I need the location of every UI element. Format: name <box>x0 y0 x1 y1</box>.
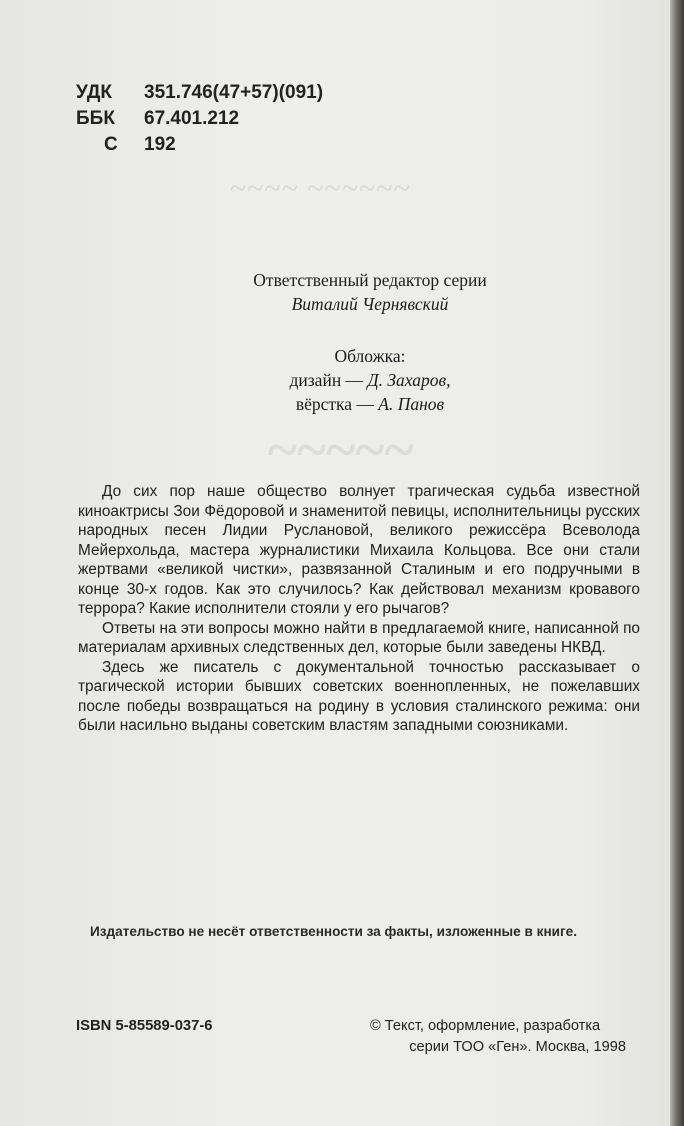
author-sign-key: С <box>104 134 118 155</box>
design-name: Д. Захаров, <box>367 370 451 390</box>
copyright-line-2: серии ТОО «Ген». Москва, 1998 <box>409 1039 626 1055</box>
layout-label: вёрстка — <box>295 394 379 414</box>
series-editor <box>110 268 630 316</box>
cover-heading: Обложка: <box>334 346 406 366</box>
page-edge-shadow <box>670 0 684 1126</box>
layout-name: А. Панов <box>378 394 445 414</box>
bleed-through-text: ~~~~ ~~~~~~ <box>230 172 411 205</box>
publisher-disclaimer: Издательство не несёт ответственности за факты, изложенные в книге. <box>90 924 578 939</box>
udk-key: УДК <box>76 82 112 103</box>
bbk-row <box>76 106 323 132</box>
cover-layout-line <box>110 392 630 416</box>
classification-codes <box>76 80 323 158</box>
udk-row <box>76 80 323 106</box>
bbk-key: ББК <box>76 108 115 129</box>
author-sign-row <box>76 132 323 158</box>
annotation-paragraph: Здесь же писатель с документальной точностью рассказывает о трагической истории бывших советских военнопленных, не пожелавших после победы возвращаться на родину в условия сталинского режима: они были насильно выданы советским властям западными союзниками. <box>78 658 640 734</box>
copyright <box>368 1016 634 1058</box>
editor-name: Виталий Чернявский <box>291 294 449 314</box>
annotation <box>78 482 640 736</box>
design-label: дизайн — <box>289 370 368 390</box>
cover-design-line <box>110 368 630 392</box>
copyright-line-1: © Текст, оформление, разработка <box>370 1018 601 1034</box>
udk-value: 351.746(47+57)(091) <box>144 82 324 103</box>
annotation-paragraph: Ответы на эти вопросы можно найти в предлагаемой книге, написанной по материалам архивных следственных дел, которые были заведены НКВД. <box>78 619 640 656</box>
annotation-paragraph: До сих пор наше общество волнует трагическая судьба известной киноактрисы Зои Фёдоровой и знаменитой певицы, исполнительницы русских народных песен Лидии Руслановой, великого режиссёра Всеволода Мейерхольда, мастера журналистики Михаила Кольцова. Все они стали жертвами «великой чистки», развязанной Сталиным и его подручными в конце 30-х годов. Как это случилось? Как действовал механизм кровавого террора? Какие исполнители стояли у его рычагов? <box>78 483 640 617</box>
editor-role: Ответственный редактор серии <box>253 270 487 290</box>
cover-credits <box>110 344 630 416</box>
isbn: ISBN 5-85589-037-6 <box>76 1018 213 1034</box>
bbk-value: 67.401.212 <box>144 108 240 129</box>
author-sign-value: 192 <box>144 134 176 155</box>
bleed-through-title: ~~~~~ <box>268 419 414 481</box>
